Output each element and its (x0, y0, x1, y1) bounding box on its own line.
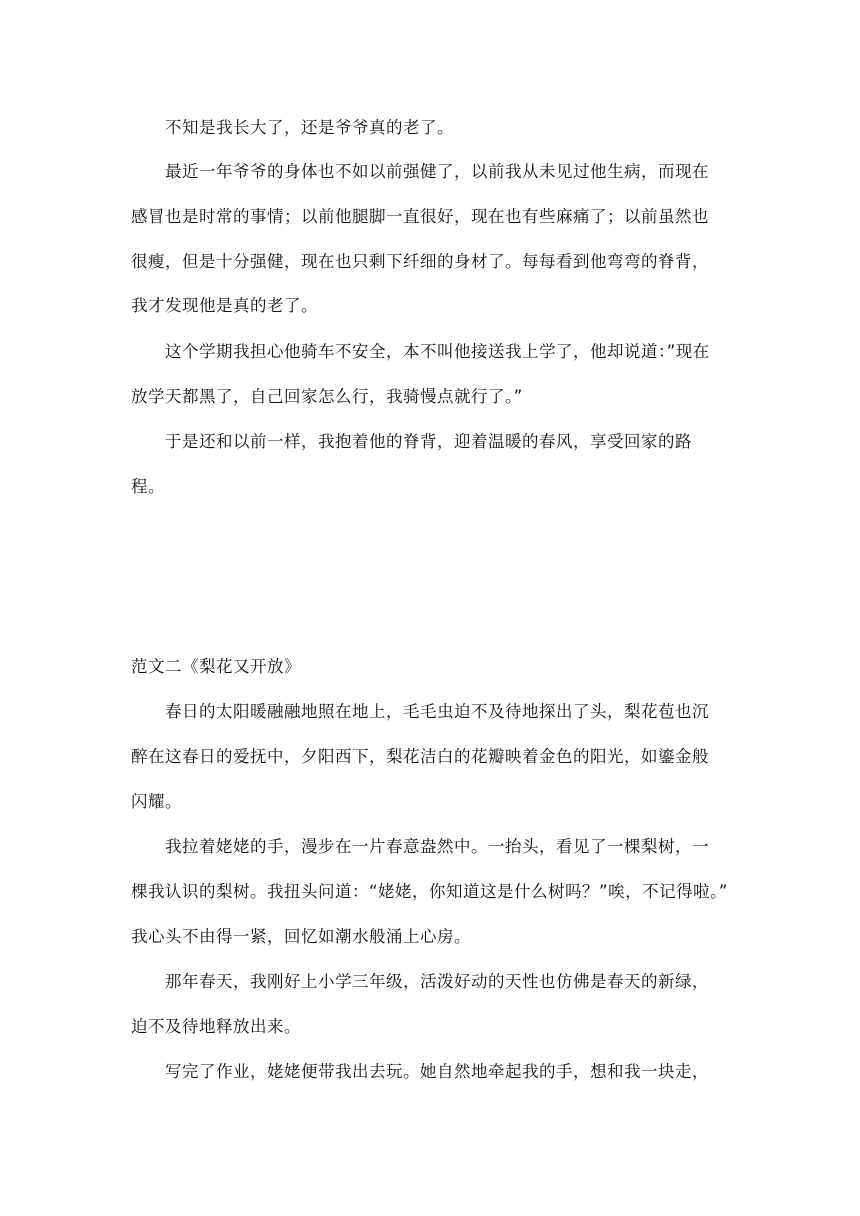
paragraph-line: 醉在这春日的爱抚中，夕阳西下，梨花洁白的花瓣映着金色的阳光，如鎏金般 (131, 747, 709, 766)
paragraph-line: 最近一年爷爷的身体也不如以前强健了，以前我从未见过他生病，而现在 (165, 162, 709, 181)
paragraph-line: 棵我认识的梨树。我扭头问道：“姥姥，你知道这是什么树吗？”唉，不记得啦。” (131, 882, 728, 901)
paragraph-line: 不知是我长大了，还是爷爷真的老了。 (165, 118, 454, 137)
section-title: 范文二《梨花又开放》 (131, 657, 301, 676)
paragraph-line: 程。 (131, 477, 165, 496)
paragraph-line: 闪耀。 (131, 792, 182, 811)
paragraph-line: 迫不及待地释放出来。 (131, 1017, 301, 1036)
paragraph-line: 很瘦，但是十分强健，现在也只剩下纤细的身材了。每每看到他弯弯的脊背， (131, 252, 709, 271)
paragraph-line: 我拉着姥姥的手，漫步在一片春意盎然中。一抬头，看见了一棵梨树，一 (165, 837, 709, 856)
paragraph-line: 这个学期我担心他骑车不安全，本不叫他接送我上学了，他却说道：”现在 (165, 342, 710, 361)
paragraph-line: 那年春天，我刚好上小学三年级，活泼好动的天性也仿佛是春天的新绿， (165, 972, 709, 991)
paragraph-line: 我才发现他是真的老了。 (131, 296, 318, 315)
paragraph-line: 感冒也是时常的事情；以前他腿脚一直很好，现在也有些麻痛了；以前虽然也 (131, 207, 709, 226)
paragraph-line: 放学天都黑了，自己回家怎么行，我骑慢点就行了。” (131, 387, 523, 406)
paragraph-line: 我心头不由得一紧，回忆如潮水般涌上心房。 (131, 927, 471, 946)
paragraph-line: 春日的太阳暖融融地照在地上，毛毛虫迫不及待地探出了头，梨花苞也沉 (165, 702, 709, 721)
paragraph-line: 于是还和以前一样，我抱着他的脊背，迎着温暖的春风，享受回家的路 (165, 432, 692, 451)
paragraph-line: 写完了作业，姥姥便带我出去玩。她自然地牵起我的手，想和我一块走， (165, 1062, 709, 1081)
